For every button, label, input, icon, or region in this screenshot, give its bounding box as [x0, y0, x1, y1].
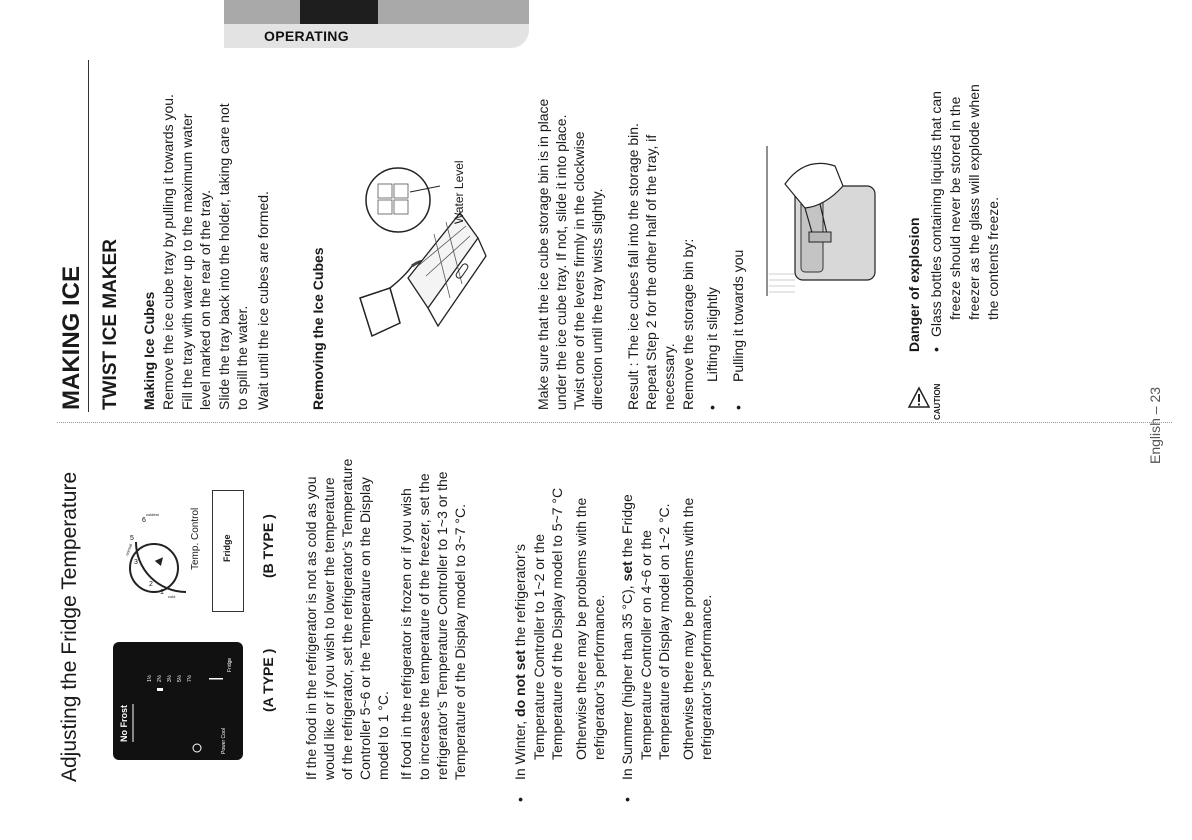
dial-2: 2 [149, 581, 153, 588]
dial-label: Temp. Control [190, 507, 201, 570]
storage-bin-illustration [765, 146, 890, 306]
winter-note-2: refrigerator’s performance. [591, 594, 607, 760]
para1-line-4: Controller 5~6 or the Temperature on the Display [357, 477, 373, 780]
para1-line-8: refrigerator’s Temperature Controller to 1~3 or the [434, 471, 450, 780]
summer-note-1: Otherwise there may be problems with the [680, 497, 696, 760]
winter-line-3: Temperature of the Display model to 5~7 °C [549, 487, 565, 760]
b-fridge-label: Fridge [222, 534, 232, 562]
summer-line-1: In Summer (higher than 35 °C), set the Fridge [619, 494, 635, 780]
winter-line-1: In Winter, do not set the refrigerator’s [512, 543, 528, 780]
section-label: OPERATING [224, 24, 529, 48]
steps-line-2: under the ice cube tray. If not, slide it into place. [553, 114, 569, 410]
a-power-cool: Power Cool [221, 728, 227, 754]
dial-1: 1 [160, 589, 164, 596]
steps-line-1: Make sure that the ice cube storage bin is in place [535, 98, 551, 410]
para1-line-1: If the food in the refrigerator is not as cold as you [303, 476, 319, 780]
b-type-caption: (B TYPE ) [260, 514, 276, 578]
summer-line-3: Temperature of Display model on 1~2 °C. [656, 503, 672, 760]
page-number: English – 23 [1147, 386, 1163, 464]
winter-bullet: • [512, 797, 528, 802]
steps-line-3: Twist one of the levers firmly in the clockwise [571, 131, 587, 410]
bullet-dot-1: • [704, 405, 720, 410]
para1-line-7: to increase the temperature of the freezer, set the [416, 473, 432, 780]
dial-cold: cold [168, 594, 176, 599]
para1-line-6: If food in the refrigerator is frozen or if you wish [398, 488, 414, 780]
a-level-5: 7½ [187, 675, 193, 682]
para1-line-5: model to 1 °C. [375, 691, 391, 780]
winter-note-1: Otherwise there may be problems with the [573, 497, 589, 760]
dial-coldest: coldest [146, 512, 159, 517]
a-type-caption: (A TYPE ) [260, 648, 276, 712]
making-line-6: Wait until the ice cubes are formed. [255, 191, 271, 410]
bullet-lifting: Lifting it slightly [704, 287, 720, 382]
b-type-dial [116, 482, 216, 602]
removing-heading: Removing the Ice Cubes [310, 247, 326, 410]
para1-line-2: would like or if you wish to lower the temperature [321, 477, 337, 780]
a-fridge-label: Fridge [227, 657, 233, 672]
dial-6: 6 [142, 517, 146, 524]
result-line-4: Remove the storage bin by: [680, 238, 696, 410]
header-tab-active [300, 0, 378, 24]
page-divider [57, 422, 1172, 423]
caution-triangle-icon [907, 386, 931, 410]
summer-line-2: Temperature Controller on 4~6 or the [638, 530, 654, 760]
caution-line-2: freeze should never be stored in the [947, 96, 963, 320]
a-type-display-panel [113, 642, 243, 760]
water-level-label: Water Level [452, 160, 466, 224]
caution-bullet: • [928, 347, 944, 352]
winter-line-2: Temperature Controller to 1~2 or the [531, 533, 547, 760]
title-rule [88, 60, 89, 412]
making-line-5: to spill the water. [234, 305, 250, 410]
para1-line-9: Temperature of the Display model to 3~7 °C. [452, 503, 468, 780]
bullet-pulling: Pulling it towards you [730, 249, 746, 382]
caution-line-1: Glass bottles containing liquids that can [928, 91, 944, 337]
a-level-4: 5½ [177, 675, 183, 682]
dial-3: 3 [134, 559, 138, 566]
ice-tray-illustration [350, 148, 490, 348]
left-title: Adjusting the Fridge Temperature [58, 471, 81, 782]
para1-line-3: of the refrigerator, set the refrigerator’s Temperature [339, 458, 355, 780]
caution-heading: Danger of explosion [906, 217, 922, 352]
result-line-3: necessary. [661, 343, 677, 410]
a-brand: No Frost [119, 705, 129, 742]
summer-bullet: • [619, 797, 635, 802]
bullet-dot-2: • [730, 405, 746, 410]
a-level-2: 2½ [157, 675, 163, 682]
making-line-2: Fill the tray with water up to the maximum water [179, 113, 195, 410]
result-line-1: Result : The ice cubes fall into the storage bin. [625, 123, 641, 410]
a-level-3: 3½ [167, 675, 173, 682]
making-line-3: level marked on the rear of the tray. [197, 190, 213, 410]
a-level-1: 1½ [147, 675, 153, 682]
result-line-2: Repeat Step 2 for the other half of the tray, if [643, 134, 659, 410]
summer-note-2: refrigerator’s performance. [698, 594, 714, 760]
making-heading: Making Ice Cubes [141, 291, 157, 410]
caution-line-3: freezer as the glass will explode when [966, 84, 982, 320]
making-line-4: Slide the tray back into the holder, taking care not [216, 103, 232, 410]
dial-normal: normal [124, 543, 134, 557]
making-line-1: Remove the ice cube tray by pulling it towards you. [160, 94, 176, 410]
steps-line-4: direction until the tray twists slightly. [589, 188, 605, 410]
caution-badge: CAUTION [933, 383, 942, 420]
dial-5: 5 [130, 535, 134, 542]
right-subtitle: TWIST ICE MAKER [100, 239, 121, 410]
caution-line-4: the contents freeze. [985, 197, 1001, 320]
right-title: MAKING ICE [58, 266, 85, 410]
